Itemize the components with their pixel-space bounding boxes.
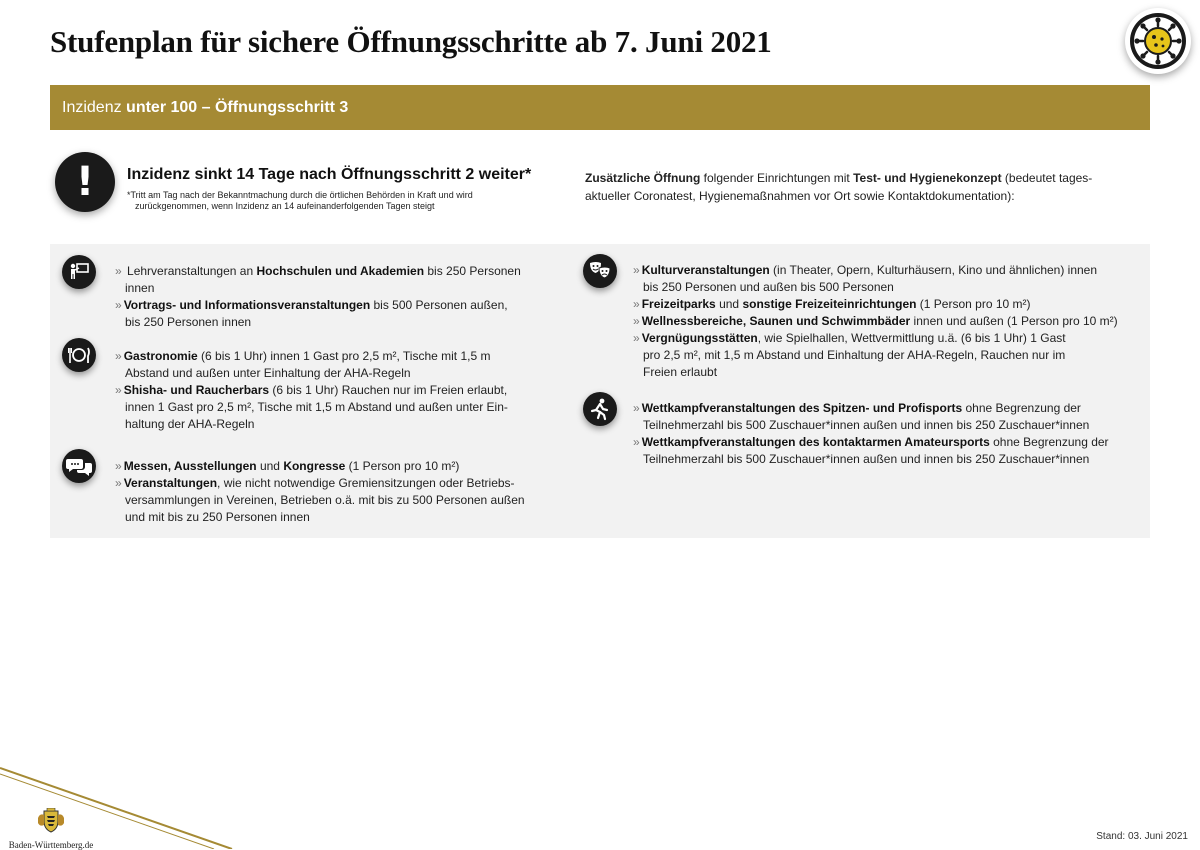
text-bold: Vergnügungsstätten [641,331,758,345]
intro-text-1: folgender Einrichtungen mit [700,171,854,185]
text: (1 Person pro 10 m²) [345,459,460,473]
text-bold: Wettkampfveranstaltungen des Spitzen- und Profisports [641,401,963,415]
bullet: » [633,314,640,328]
text: Lehrveranstaltungen an [123,264,257,278]
text: und mit bis zu 250 Personen innen [125,510,310,524]
bullet: » [115,298,122,312]
intro-text [585,169,1145,205]
intro-bold-2: Test- und Hygienekonzept [853,171,1002,185]
culture-entry [633,262,1118,381]
text: versammlungen in Vereinen, Betrieben o.ä. mit bis zu 500 Personen außen [125,493,525,507]
status-date: Stand: 03. Juni 2021 [1096,831,1188,842]
text-bold: sonstige Freizeiteinrichtungen [742,297,917,311]
education-entry [115,263,521,331]
text: ohne Begrenzung der [989,435,1109,449]
text: (6 bis 1 Uhr) innen 1 Gast pro 2,5 m², Tische mit 1,5 m [197,349,491,363]
text: bis 250 Personen innen [125,315,252,329]
text: bis 500 Personen außen, [370,298,508,312]
text: Teilnehmerzahl bis 500 Zuschauer*innen außen und innen bis 250 Zuschauer*innen [643,418,1090,432]
text-bold: Shisha- und Raucherbars [123,383,270,397]
bullet: » [633,401,640,415]
measures-panel [50,244,1150,538]
text: bis 250 Personen [424,264,521,278]
lecture-icon [62,255,96,289]
bullet: » [115,383,122,397]
footnote-line-1: *Tritt am Tag nach der Bekanntmachung durch die örtlichen Behörden in Kraft und wird [127,190,473,200]
gastronomy-entry [115,348,508,433]
text-bold: Vortrags- und Informationsveranstaltungen [123,298,371,312]
text: (in Theater, Opern, Kulturhäusern, Kino und ähnlichen) innen [769,263,1098,277]
footnote-line-2: zurückgenommen, wenn Inzidenz an 14 aufeinanderfolgenden Tagen steigt [135,201,435,211]
band-prefix: Inzidenz [62,99,127,116]
text-bold: Kulturveranstaltungen [641,263,770,277]
intro-text-2: (bedeutet tages- [1001,171,1093,185]
coat-of-arms-icon [36,808,66,834]
alert-heading: Inzidenz sinkt 14 Tage nach Öffnungsschritt 2 weiter* [127,166,532,183]
text: innen [125,281,155,295]
text: bis 250 Personen und außen bis 500 Personen [643,280,894,294]
text-bold: Wellnessbereiche, Saunen und Schwimmbäder [641,314,911,328]
text: und [715,297,743,311]
logo-text: Baden-Württemberg.de [8,840,94,850]
text-bold: Hochschulen und Akademien [256,264,425,278]
bullet: » [633,263,640,277]
dining-icon [62,338,96,372]
text: , wie nicht notwendige Gremiensitzungen oder Betriebs- [217,476,515,490]
text: ohne Begrenzung der [962,401,1081,415]
page-title: Stufenplan für sichere Öffnungsschritte ab 7. Juni 2021 [50,24,772,59]
runner-icon [583,392,617,426]
bullet: » [633,331,640,345]
text: (1 Person pro 10 m²) [916,297,1031,311]
intro-bold-1: Zusätzliche Öffnung [585,171,701,185]
bullet: » [633,297,640,311]
exclamation-icon: ! [55,152,115,212]
text: innen und außen (1 Person pro 10 m²) [910,314,1118,328]
bullet: » [115,476,122,490]
sports-entry [633,400,1109,468]
text: , wie Spielhallen, Wettvermittlung u.ä. (6 bis 1 Uhr) 1 Gast [757,331,1066,345]
speech-bubbles-icon [62,449,96,483]
coronavirus-icon [1125,8,1191,74]
text: haltung der AHA-Regeln [125,417,255,431]
text-bold: Wettkampfveranstaltungen des kontaktarmen Amateursports [641,435,990,449]
text: innen 1 Gast pro 2,5 m², Tische mit 1,5 m Abstand und außen unter Ein- [125,400,508,414]
theater-masks-icon [583,254,617,288]
bullet: » [115,349,122,363]
text: Abstand und außen unter Einhaltung der AHA-Regeln [125,366,411,380]
intro-line-2: aktueller Coronatest, Hygienemaßnahmen vor Ort sowie Kontaktdokumentation): [585,189,1015,203]
bullet: » [633,435,640,449]
bullet: » [115,459,122,473]
text-bold: Veranstaltungen [123,476,218,490]
text-bold: Messen, Ausstellungen [123,459,257,473]
text: und [256,459,284,473]
text-bold: Kongresse [283,459,346,473]
text: Freien erlaubt [643,365,718,379]
incidence-band [50,85,1150,130]
events-entry [115,458,525,526]
text: pro 2,5 m², mit 1,5 m Abstand und Einhaltung der AHA-Regeln, Rauchen nur im [643,348,1066,362]
text-bold: Freizeitparks [641,297,716,311]
alert-footnote [127,190,547,212]
text: (6 bis 1 Uhr) Rauchen nur im Freien erlaubt, [269,383,508,397]
text: Teilnehmerzahl bis 500 Zuschauer*innen außen und innen bis 250 Zuschauer*innen [643,452,1090,466]
text-bold: Gastronomie [123,349,198,363]
bullet: » [115,264,122,278]
state-logo [6,808,96,850]
band-bold: unter 100 – Öffnungsschritt 3 [126,99,349,116]
